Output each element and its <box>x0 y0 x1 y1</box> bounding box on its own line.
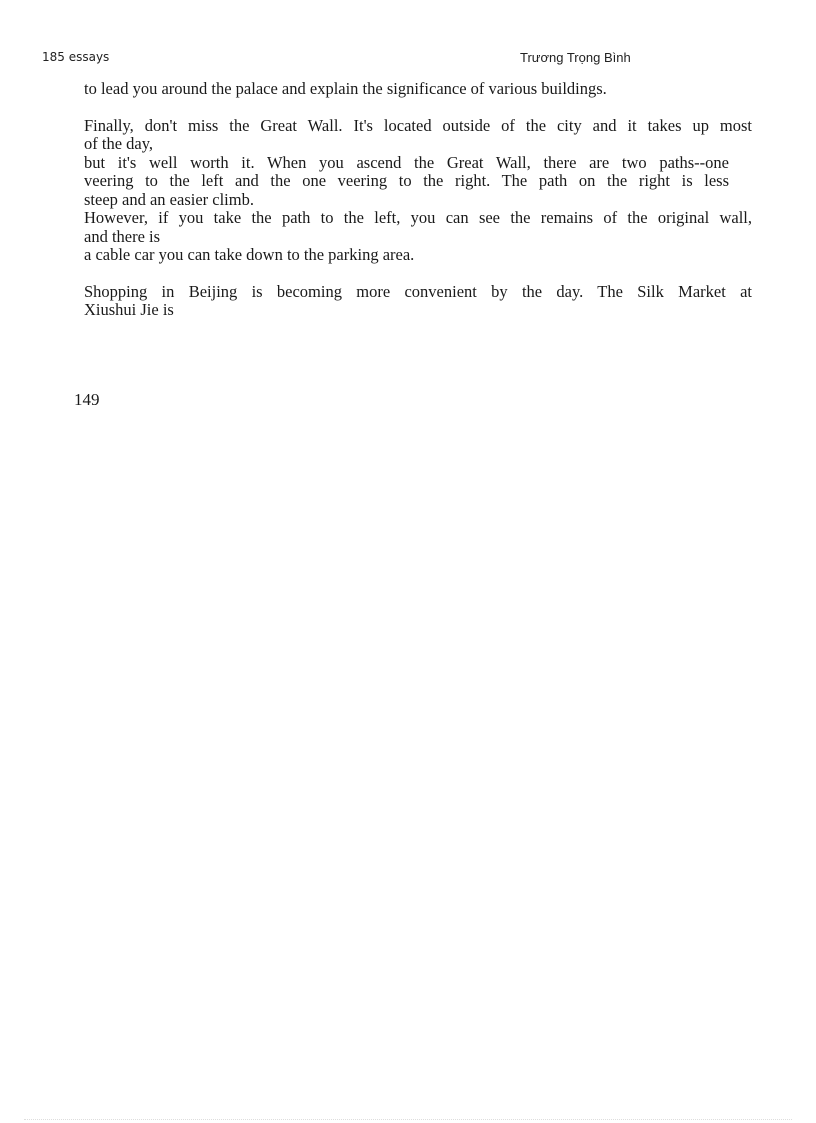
paragraph-palace <box>84 80 752 99</box>
header-book-title: 185 essays <box>42 50 110 64</box>
page-header <box>0 48 816 68</box>
page-number: 149 <box>74 390 100 409</box>
text-line: Xiushui Jie is <box>84 300 174 319</box>
text-line: a cable car you can take down to the parking area. <box>84 245 415 264</box>
text-line: steep and an easier climb. <box>84 189 254 209</box>
text-line: Shopping in Beijing is becoming more convenient by the day. The Silk Market at <box>84 281 752 301</box>
page-bottom-divider <box>24 1119 792 1120</box>
text-line: and there is <box>84 226 161 246</box>
text-line: but it's well worth it. When you ascend the Great Wall, there are two paths--one <box>84 152 729 172</box>
text-line: of the day, <box>84 134 154 153</box>
text-line: Finally, don't miss the Great Wall. It's located outside of the city and it takes up most <box>84 115 752 135</box>
header-author: Trương Trọng Bình <box>520 50 631 65</box>
paragraph-great-wall <box>84 117 752 265</box>
document-body <box>84 80 752 320</box>
text-line: However, if you take the path to the left, you can see the remains of the original wall, <box>84 208 752 227</box>
text-line: veering to the left and the one veering to the right. The path on the right is less <box>84 171 729 190</box>
text-line: to lead you around the palace and explain the significance of various buildings. <box>84 79 607 98</box>
paragraph-shopping <box>84 283 752 320</box>
